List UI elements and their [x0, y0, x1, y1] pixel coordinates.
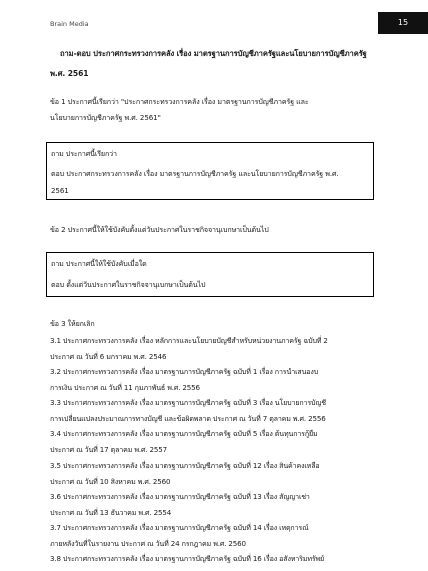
item-line-2: ประกาศ ณ วันที่ 13 ธันวาคม พ.ศ. 2554	[50, 507, 172, 517]
clause-3-heading: ข้อ 3 ให้ยกเลิก	[50, 319, 95, 328]
item-line-1: 3.3 ประกาศกระทรวงการคลัง เรื่อง มาตรฐานการบัญชีภาครัฐ ฉบับที่ 3 เรื่อง นโยบายการบัญชี	[50, 398, 326, 407]
document-title	[50, 44, 380, 84]
item-line-1: 3.2 ประกาศกระทรวงการคลัง เรื่อง มาตรฐานการบัญชีภาครัฐ ฉบับที่ 1 เรื่อง การนำเสนองบ	[50, 367, 319, 376]
qa-box-2	[46, 252, 374, 297]
item-line-1: 3.7 ประกาศกระทรวงการคลัง เรื่อง มาตรฐานการบัญชีภาครัฐ ฉบับที่ 14 เรื่อง เหตุการณ์	[50, 523, 309, 532]
qa-2-question: ถาม ประกาศนี้ให้ใช้บังคับเมื่อใด	[51, 259, 147, 268]
qa-1-question: ถาม ประกาศนี้เรียกว่า	[51, 149, 117, 158]
clause-2: ข้อ 2 ประกาศนี้ให้ใช้บังคับตั้งแต่วันประกาศในราชกิจจานุเบกษาเป็นต้นไป	[50, 225, 269, 234]
item-line-1: 3.8 ประกาศกระทรวงการคลัง เรื่อง มาตรฐานการบัญชีภาครัฐ ฉบับที่ 16 เรื่อง อสังหาริมทรัพย์	[50, 554, 325, 563]
clause-3-item-6	[50, 489, 390, 520]
item-line-1: 3.5 ประกาศกระทรวงการคลัง เรื่อง มาตรฐานการบัญชีภาครัฐ ฉบับที่ 12 เรื่อง สินค้าคงเหลือ	[50, 461, 320, 470]
page-number: 15	[378, 12, 428, 34]
qa-box-1	[46, 142, 374, 200]
clause-3-item-1	[50, 333, 390, 364]
clause-3-item-3	[50, 395, 390, 426]
clause-3-item-8	[50, 551, 390, 567]
item-line-2: ประกาศ ณ วันที่ 10 สิงหาคม พ.ศ. 2560	[50, 476, 171, 486]
item-line-2: การเงิน ประกาศ ณ วันที่ 11 กุมภาพันธ์ พ.ศ. 2556	[50, 382, 200, 392]
clause-3-item-7	[50, 520, 390, 551]
clause-3-item-2	[50, 364, 390, 395]
item-line-2: การเปลี่ยนแปลงประมาณการทางบัญชี และข้อผิดพลาด ประกาศ ณ วันที่ 7 ตุลาคม พ.ศ. 2556	[50, 413, 326, 423]
item-line-2: ประกาศ ณ วันที่ 6 มกราคม พ.ศ. 2546	[50, 351, 167, 361]
brand-label: Brain Media	[50, 20, 89, 28]
title-line-2: พ.ศ. 2561	[50, 69, 89, 78]
title-line-1: ถาม-ตอบ ประกาศกระทรวงการคลัง เรื่อง มาตรฐานการบัญชีภาครัฐและนโยบายการบัญชีภาครัฐ	[60, 49, 367, 58]
item-line-2: ประกาศ ณ วันที่ 17 ตุลาคม พ.ศ. 2557	[50, 444, 168, 454]
item-line-1: 3.6 ประกาศกระทรวงการคลัง เรื่อง มาตรฐานการบัญชีภาครัฐ ฉบับที่ 13 เรื่อง สัญญาเช่า	[50, 492, 310, 501]
clause-3-item-4	[50, 426, 390, 457]
clause-1-line-2: นโยบายการบัญชีภาครัฐ พ.ศ. 2561"	[50, 112, 161, 122]
qa-1-answer-line-1: ตอบ ประกาศกระทรวงการคลัง เรื่อง มาตรฐานการบัญชีภาครัฐ และนโยบายการบัญชีภาครัฐ พ.ศ.	[51, 169, 339, 178]
item-line-1: 3.1 ประกาศกระทรวงการคลัง เรื่อง หลักการและนโยบายบัญชีสำหรับหน่วยงานภาครัฐ ฉบับที่ 2	[50, 336, 328, 345]
clause-3-item-5	[50, 458, 390, 489]
clause-1-line-1: ข้อ 1 ประกาศนี้เรียกว่า "ประกาศกระทรวงการคลัง เรื่อง มาตรฐานการบัญชีภาครัฐ และ	[50, 97, 309, 106]
item-line-1: 3.4 ประกาศกระทรวงการคลัง เรื่อง มาตรฐานการบัญชีภาครัฐ ฉบับที่ 5 เรื่อง ต้นทุนการกู้ยืม	[50, 429, 318, 438]
item-line-2: ภายหลังวันที่ในรายงาน ประกาศ ณ วันที่ 24 กรกฎาคม พ.ศ. 2560	[50, 538, 246, 548]
clause-1	[50, 94, 380, 125]
qa-1-answer-line-2: 2561	[51, 186, 69, 195]
qa-2-answer: ตอบ ตั้งแต่วันประกาศในราชกิจจานุเบกษาเป็นต้นไป	[51, 280, 206, 289]
